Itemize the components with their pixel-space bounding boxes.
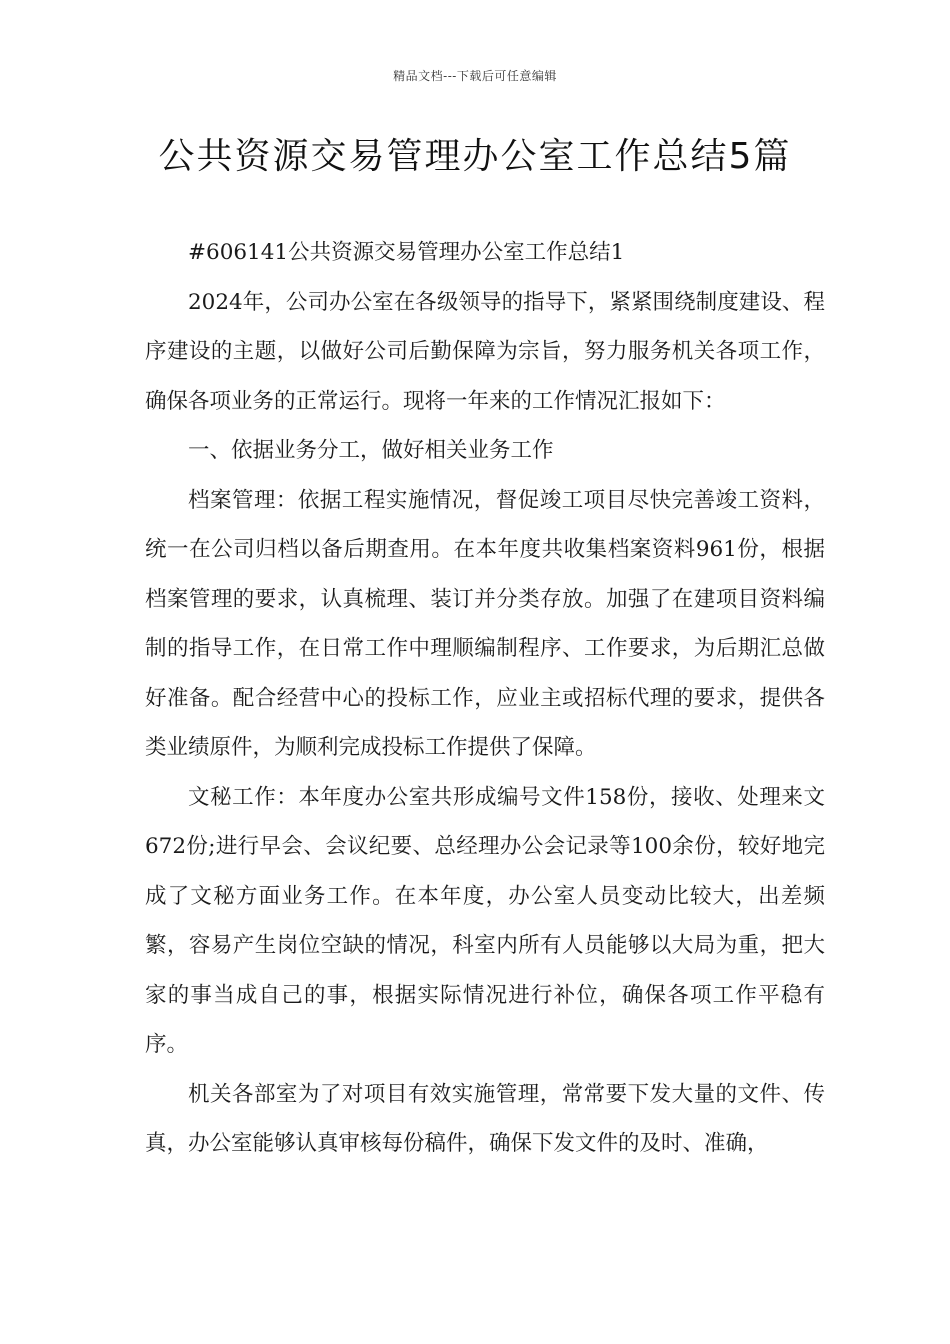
paragraph: 文秘工作：本年度办公室共形成编号文件158份，接收、处理来文672份;进行早会、会议纪要、总经理办公会记录等100余份，较好地完成了文秘方面业务工作。在本年度，办公室人员变动比较大，出差频繁，容易产生岗位空缺的情况，科室内所有人员能够以大局为重，把大家的事当成自己的事，根据实际情况进行补位，确保各项工作平稳有序。	[145, 784, 825, 1057]
paragraph: 机关各部室为了对项目有效实施管理，常常要下发大量的文件、传真，办公室能够认真审核每份稿件，确保下发文件的及时、准确，	[145, 1081, 825, 1156]
header-note: 精品文档---下载后可任意编辑	[393, 69, 557, 83]
section-heading: #606141公共资源交易管理办公室工作总结1	[188, 240, 625, 265]
subsection-heading: 一、依据业务分工，做好相关业务工作	[188, 438, 554, 463]
paragraph: 档案管理：依据工程实施情况，督促竣工项目尽快完善竣工资料，统一在公司归档以备后期查用。在本年度共收集档案资料961份，根据档案管理的要求，认真梳理、装订并分类存放。加强了在建项目资料编制的指导工作，在日常工作中理顺编制程序、工作要求，为后期汇总做好准备。配合经营中心的投标工作，应业主或招标代理的要求，提供各类业绩原件，为顺利完成投标工作提供了保障。	[145, 487, 825, 760]
paragraph: 2024年，公司办公室在各级领导的指导下，紧紧围绕制度建设、程序建设的主题，以做好公司后勤保障为宗旨，努力服务机关各项工作，确保各项业务的正常运行。现将一年来的工作情况汇报如下：	[145, 289, 825, 414]
document-title: 公共资源交易管理办公室工作总结5篇	[158, 136, 792, 177]
document-body	[145, 228, 825, 1169]
